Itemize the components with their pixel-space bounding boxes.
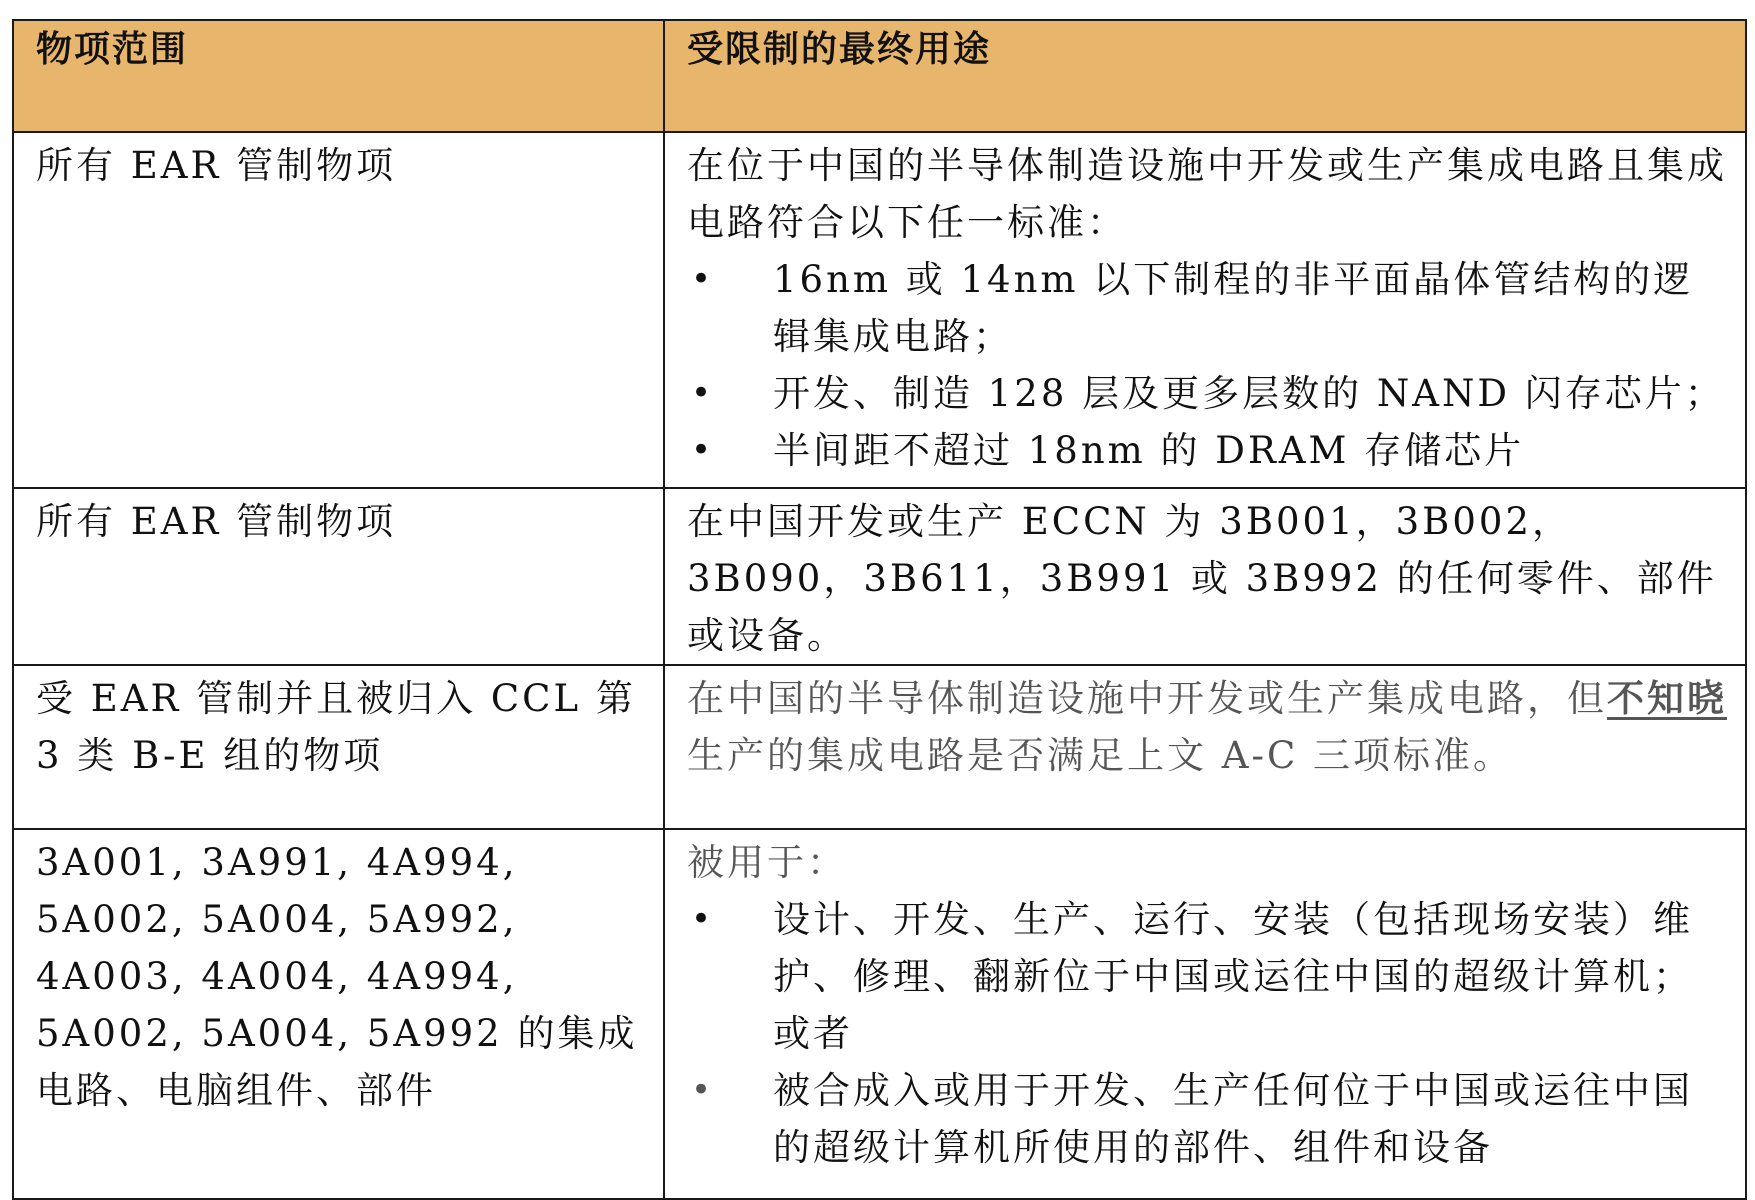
list-item: [687, 891, 1727, 1062]
bullet-icon: •: [691, 1070, 715, 1110]
bullet-icon: •: [691, 430, 715, 470]
end-use-cell: [664, 132, 1746, 488]
list-item: [687, 251, 1727, 365]
emphasis-unaware: 不知晓: [1607, 676, 1727, 720]
scope-cell: [13, 132, 664, 488]
scope-cell: [13, 488, 664, 665]
end-use-text-part: 生产的集成电路是否满足上文 A-C 三项标准。: [687, 734, 1514, 777]
list-item: [687, 365, 1727, 422]
table-row: [13, 829, 1746, 1199]
end-use-text: [687, 670, 1727, 784]
bullet-icon: •: [691, 259, 715, 299]
scope-text: 所有 EAR 管制物项: [36, 500, 397, 543]
bullet-icon: •: [691, 899, 715, 939]
end-use-intro: 在位于中国的半导体制造设施中开发或生产集成电路且集成电路符合以下任一标准：: [687, 144, 1727, 244]
scope-text: 3A001, 3A991, 4A994, 5A002, 5A004, 5A992, 4A003, 4A004, 4A994, 5A002, 5A004, 5A992 的集成电路、电脑组件、部件: [36, 841, 638, 1112]
scope-text: 受 EAR 管制并且被归入 CCL 第 3 类 B-E 组的物项: [36, 677, 636, 777]
scope-cell: [13, 665, 664, 829]
list-item: [687, 1062, 1727, 1176]
list-item-text: 16nm 或 14nm 以下制程的非平面晶体管结构的逻辑集成电路；: [773, 258, 1694, 358]
criteria-list: [687, 251, 1727, 479]
supercomputer-use-list: [687, 891, 1727, 1176]
table-row: [13, 488, 1746, 665]
end-use-restriction-table: [12, 19, 1747, 1200]
end-use-intro: 被用于：: [687, 841, 847, 884]
scope-cell: [13, 829, 664, 1199]
end-use-text: 在中国开发或生产 ECCN 为 3B001，3B002，3B090，3B611，3B991 或 3B992 的任何零件、部件或设备。: [687, 500, 1717, 657]
end-use-cell: [664, 665, 1746, 829]
scope-text: 所有 EAR 管制物项: [36, 144, 397, 187]
end-use-cell: [664, 488, 1746, 665]
list-item-text: 被合成入或用于开发、生产任何位于中国或运往中国的超级计算机所使用的部件、组件和设备: [773, 1069, 1693, 1169]
list-item-text: 开发、制造 128 层及更多层数的 NAND 闪存芯片；: [773, 372, 1725, 415]
table-row: [13, 665, 1746, 829]
list-item-text: 半间距不超过 18nm 的 DRAM 存储芯片: [773, 429, 1525, 472]
bullet-icon: •: [691, 373, 715, 413]
table-header-row: [13, 20, 1746, 132]
table-row: [13, 132, 1746, 488]
header-restricted-end-use: 受限制的最终用途: [664, 20, 1746, 132]
list-item-text: 设计、开发、生产、运行、安装（包括现场安装）维护、修理、翻新位于中国或运往中国的超级计算机；或者: [773, 898, 1693, 1055]
end-use-cell: [664, 829, 1746, 1199]
header-item-scope: 物项范围: [13, 20, 664, 132]
end-use-text-part: 在中国的半导体制造设施中开发或生产集成电路，但: [687, 677, 1607, 720]
list-item: [687, 422, 1727, 479]
